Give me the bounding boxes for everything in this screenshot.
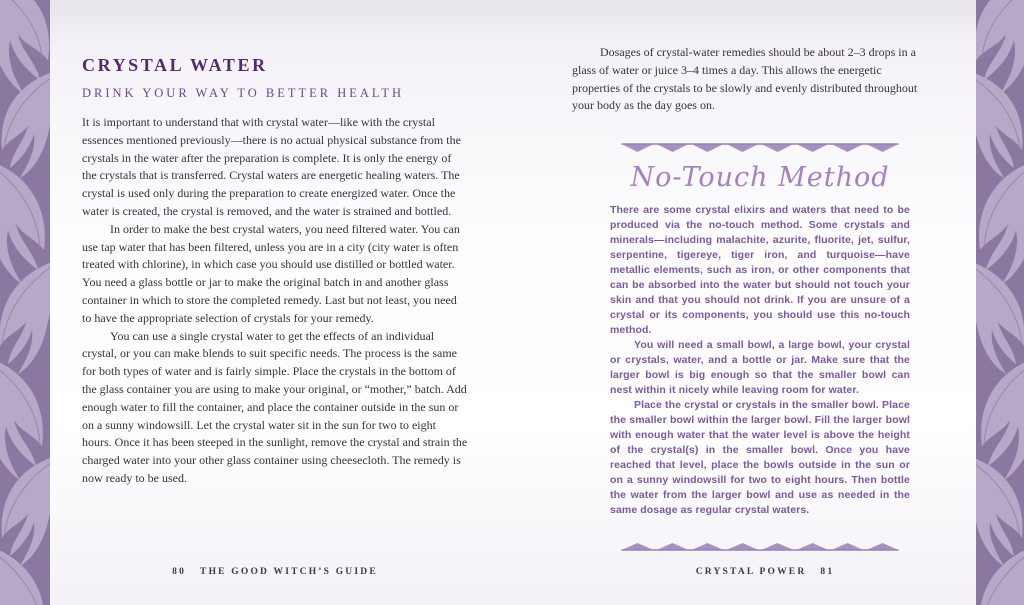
section-heading: No-Touch Method [630, 162, 890, 193]
left-page-footer [82, 567, 468, 577]
body-paragraph: Dosages of crystal-water remedies should be about 2–3 drops in a glass of water or juice 3–4 times a day. This allows the energetic properties of the crystals to be slowly and evenly distributed throughout your body as the day goes on. [572, 45, 918, 113]
body-paragraph: You can use a single crystal water to get the effects of an individual crystal, or you can make blends to suit specific needs. The process is the same for both types of water and is fairly simple. Place the crystals in the bottom of the glass container you are using to make your original, or “mother,” batch. Add enough water to fill the container, and place the container outside in the sun or on a sunny windowsill. Let the crystal water sit in the sun for two to eight hours. Once it has been steeped in the sunlight, remove the crystal and strain the charged water into your other glass container using cheesecloth. The remedy is now ready to be used. [82, 328, 468, 485]
body-paragraph: You will need a small bowl, a large bowl, your crystal or crystals, water, and a bottle or jar. Make sure that the larger bowl is big enough so that the smaller bowl can nest within it nicely while leaving room for water. [610, 339, 910, 396]
body-paragraph: There are some crystal elixirs and waters that need to be produced via the no-touch method. Some crystals and minerals—including malachite, azurite, fluorite, jet, sulfur, serpentine, tigereye, tiger iron, and turquoise—have metallic elements, such as iron, or other components that can be absorbed into the water but should not touch your skin and that you should not drink. If you are unsure of a crystal or its components, you should use this no-touch method. [610, 204, 910, 336]
page-number: 80 [172, 567, 187, 577]
chapter-title: CRYSTAL WATER [82, 55, 268, 75]
right-page-footer [610, 567, 920, 577]
body-paragraph: Place the crystal or crystals in the smaller bowl. Place the smaller bowl within the larger bowl. Fill the larger bowl with enough water that the water level is above the height of the crystal(s) in the smaller bowl. Once you have reached that level, place the bowls outside in the sun or on a sunny windowsill for two to eight hours. Then bottle the water from the larger bowl and use as needed in the same dosage as regular crystal waters. [610, 399, 910, 516]
no-touch-method-text [610, 203, 910, 518]
running-head: CRYSTAL POWER [695, 567, 807, 577]
left-page [82, 54, 468, 488]
left-damask-border-icon [0, 0, 50, 605]
body-paragraph: It is important to understand that with crystal water—like with the crystal essences mentioned previously—there is no actual physical substance from the crystals in the water after the preparation is complete. It is only the energy of the crystals that is transferred. Crystal waters are energetic healing waters. The crystal is used only during the preparation to create energized water. Once the water is created, the crystal is removed, and the water is strained and bottled. [82, 115, 461, 218]
lace-divider-top-icon [620, 141, 900, 154]
lace-divider-bottom-icon [620, 540, 900, 553]
page-number: 81 [820, 567, 835, 577]
chapter-subtitle: DRINK YOUR WAY TO BETTER HEALTH [82, 86, 405, 100]
body-paragraph: In order to make the best crystal waters, you need filtered water. You can use tap water that has been filtered, unless you are in a city (city water is often treated with chlorine), in which case you should use distilled or bottled water. You need a glass bottle or jar to make the original batch in and another glass container in which to store the completed remedy. Last but not least, you need to have the appropriate selection of crystals for your remedy. [82, 221, 460, 325]
right-page-intro [572, 44, 918, 115]
running-head: THE GOOD WITCH’S GUIDE [200, 567, 378, 577]
right-damask-border-icon [976, 0, 1024, 605]
left-body-text [82, 114, 468, 488]
